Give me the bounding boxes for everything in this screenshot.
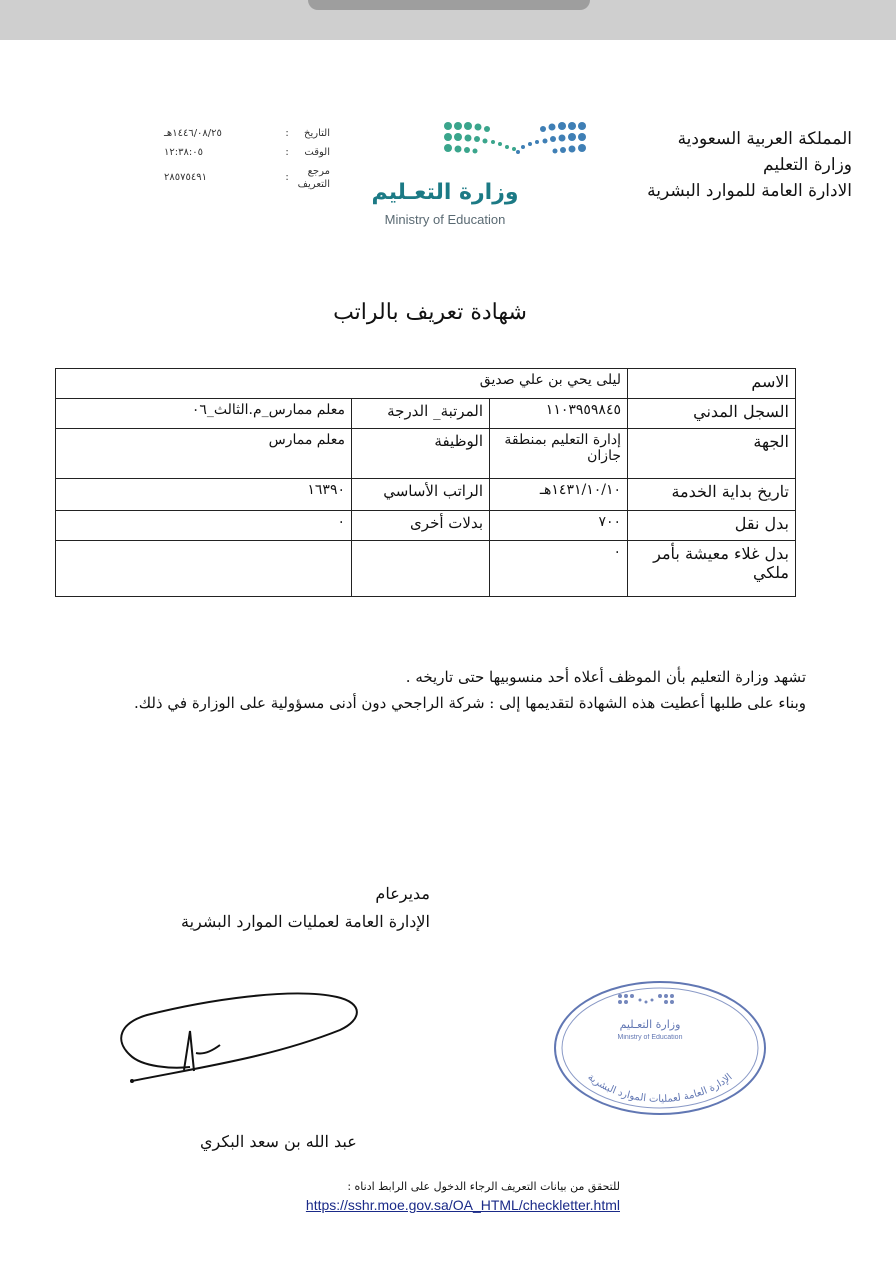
table-row (56, 369, 796, 399)
civil-value: ١١٠٣٩٥٩٨٤٥ (490, 399, 628, 429)
table-row (56, 429, 796, 479)
organization-header (647, 126, 852, 204)
transport-label: بدل نقل (628, 511, 796, 541)
page-title: شهادة تعريف بالراتب (333, 300, 527, 325)
verification-link[interactable]: https://sshr.moe.gov.sa/OA_HTML/checkletter.html (305, 1197, 620, 1213)
org-department: الادارة العامة للموارد البشرية (647, 181, 852, 201)
viewer-top-bar (0, 0, 896, 40)
ref-label (294, 165, 330, 191)
table-row (56, 511, 796, 541)
time-label: الوقت (304, 147, 330, 158)
signer-name: عبد الله بن سعد البكري (200, 1132, 357, 1151)
ref-label-line2: التعريف (297, 179, 330, 190)
svg-text:الإدارة العامة لعمليات الموارد (585, 1072, 734, 1105)
ref-label-line1: مرجع (307, 166, 330, 177)
meta-ref-row (160, 165, 330, 191)
meta-time-row (160, 146, 330, 159)
handwritten-signature (112, 985, 362, 1095)
civil-label: السجل المدني (628, 399, 796, 429)
body-line-1: تشهد وزارة التعليم بأن الموظف أعلاه أحد منسوبيها حتى تاريخه . (405, 668, 806, 686)
other-allowances-value: ٠ (56, 511, 352, 541)
table-row (56, 541, 796, 597)
empty-cell (352, 541, 490, 597)
basic-salary-label: الراتب الأساسي (352, 479, 490, 511)
ref-value: ٢٨٥٧٥٤٩١ (164, 172, 207, 183)
stamp-arabic-text: وزارة التعـليم (619, 1018, 681, 1031)
signatory-title: مديرعام (375, 884, 430, 903)
document-meta (160, 127, 330, 197)
empty-cell (56, 541, 352, 597)
entity-label: الجهة (628, 429, 796, 479)
official-stamp (550, 978, 770, 1128)
table-row (56, 479, 796, 511)
rank-label: المرتبة_ الدرجة (352, 399, 490, 429)
job-label: الوظيفة (352, 429, 490, 479)
ref-separator: : (285, 172, 289, 183)
entity-value: إدارة التعليم بمنطقة جازان (490, 429, 628, 479)
date-label: التاريخ (304, 128, 330, 139)
time-separator: : (285, 147, 289, 158)
stamp-ring-text: الإدارة العامة لعمليات الموارد البشرية (585, 1071, 735, 1105)
org-ministry: وزارة التعليم (763, 155, 852, 175)
stamp-ring-icon (550, 978, 770, 1128)
basic-salary-value: ١٦٣٩٠ (56, 479, 352, 511)
salary-info-table (55, 368, 796, 597)
stamp-english-text: Ministry of Education (617, 1034, 683, 1041)
signatory-block (120, 880, 430, 936)
logo-english-text: Ministry of Education (384, 212, 506, 227)
job-value: معلم ممارس (56, 429, 352, 479)
transport-value: ٧٠٠ (490, 511, 628, 541)
rank-value: معلم ممارس_م.الثالث_٠٦ (56, 399, 352, 429)
cost-of-living-label: بدل غلاء معيشة بأمر ملكي (628, 541, 796, 597)
name-value: ليلى يحي بن علي صديق (56, 369, 628, 399)
logo-arabic-text: وزارة التعـليم (371, 180, 519, 205)
ministry-logo (370, 118, 600, 233)
cost-of-living-value: ٠ (490, 541, 628, 597)
viewer-handle[interactable] (308, 0, 590, 10)
date-separator: : (285, 128, 289, 139)
other-allowances-label: بدلات أخرى (352, 511, 490, 541)
time-value: ١٢:٣٨:٠٥ (164, 147, 203, 158)
date-value: ١٤٤٦/٠٨/٢٥هـ (164, 128, 222, 139)
table-row (56, 399, 796, 429)
start-date-label: تاريخ بداية الخدمة (628, 479, 796, 511)
org-country: المملكة العربية السعودية (677, 129, 852, 149)
name-label: الاسم (628, 369, 796, 399)
start-date-value: ١٤٣١/١٠/١٠هـ (490, 479, 628, 511)
meta-date-row (160, 127, 330, 140)
certificate-body (66, 664, 806, 716)
signatory-department: الإدارة العامة لعمليات الموارد البشرية (181, 912, 430, 931)
verification-section (250, 1180, 620, 1213)
verification-note: للتحقق من بيانات التعريف الرجاء الدخول على الرابط ادناه : (347, 1180, 620, 1193)
body-line-2: وبناء على طلبها أعطيت هذه الشهادة لتقديمها إلى : شركة الراجحي دون أدنى مسؤولية على الوزارة في ذلك. (133, 694, 806, 712)
logo-dots-icon (440, 118, 590, 168)
